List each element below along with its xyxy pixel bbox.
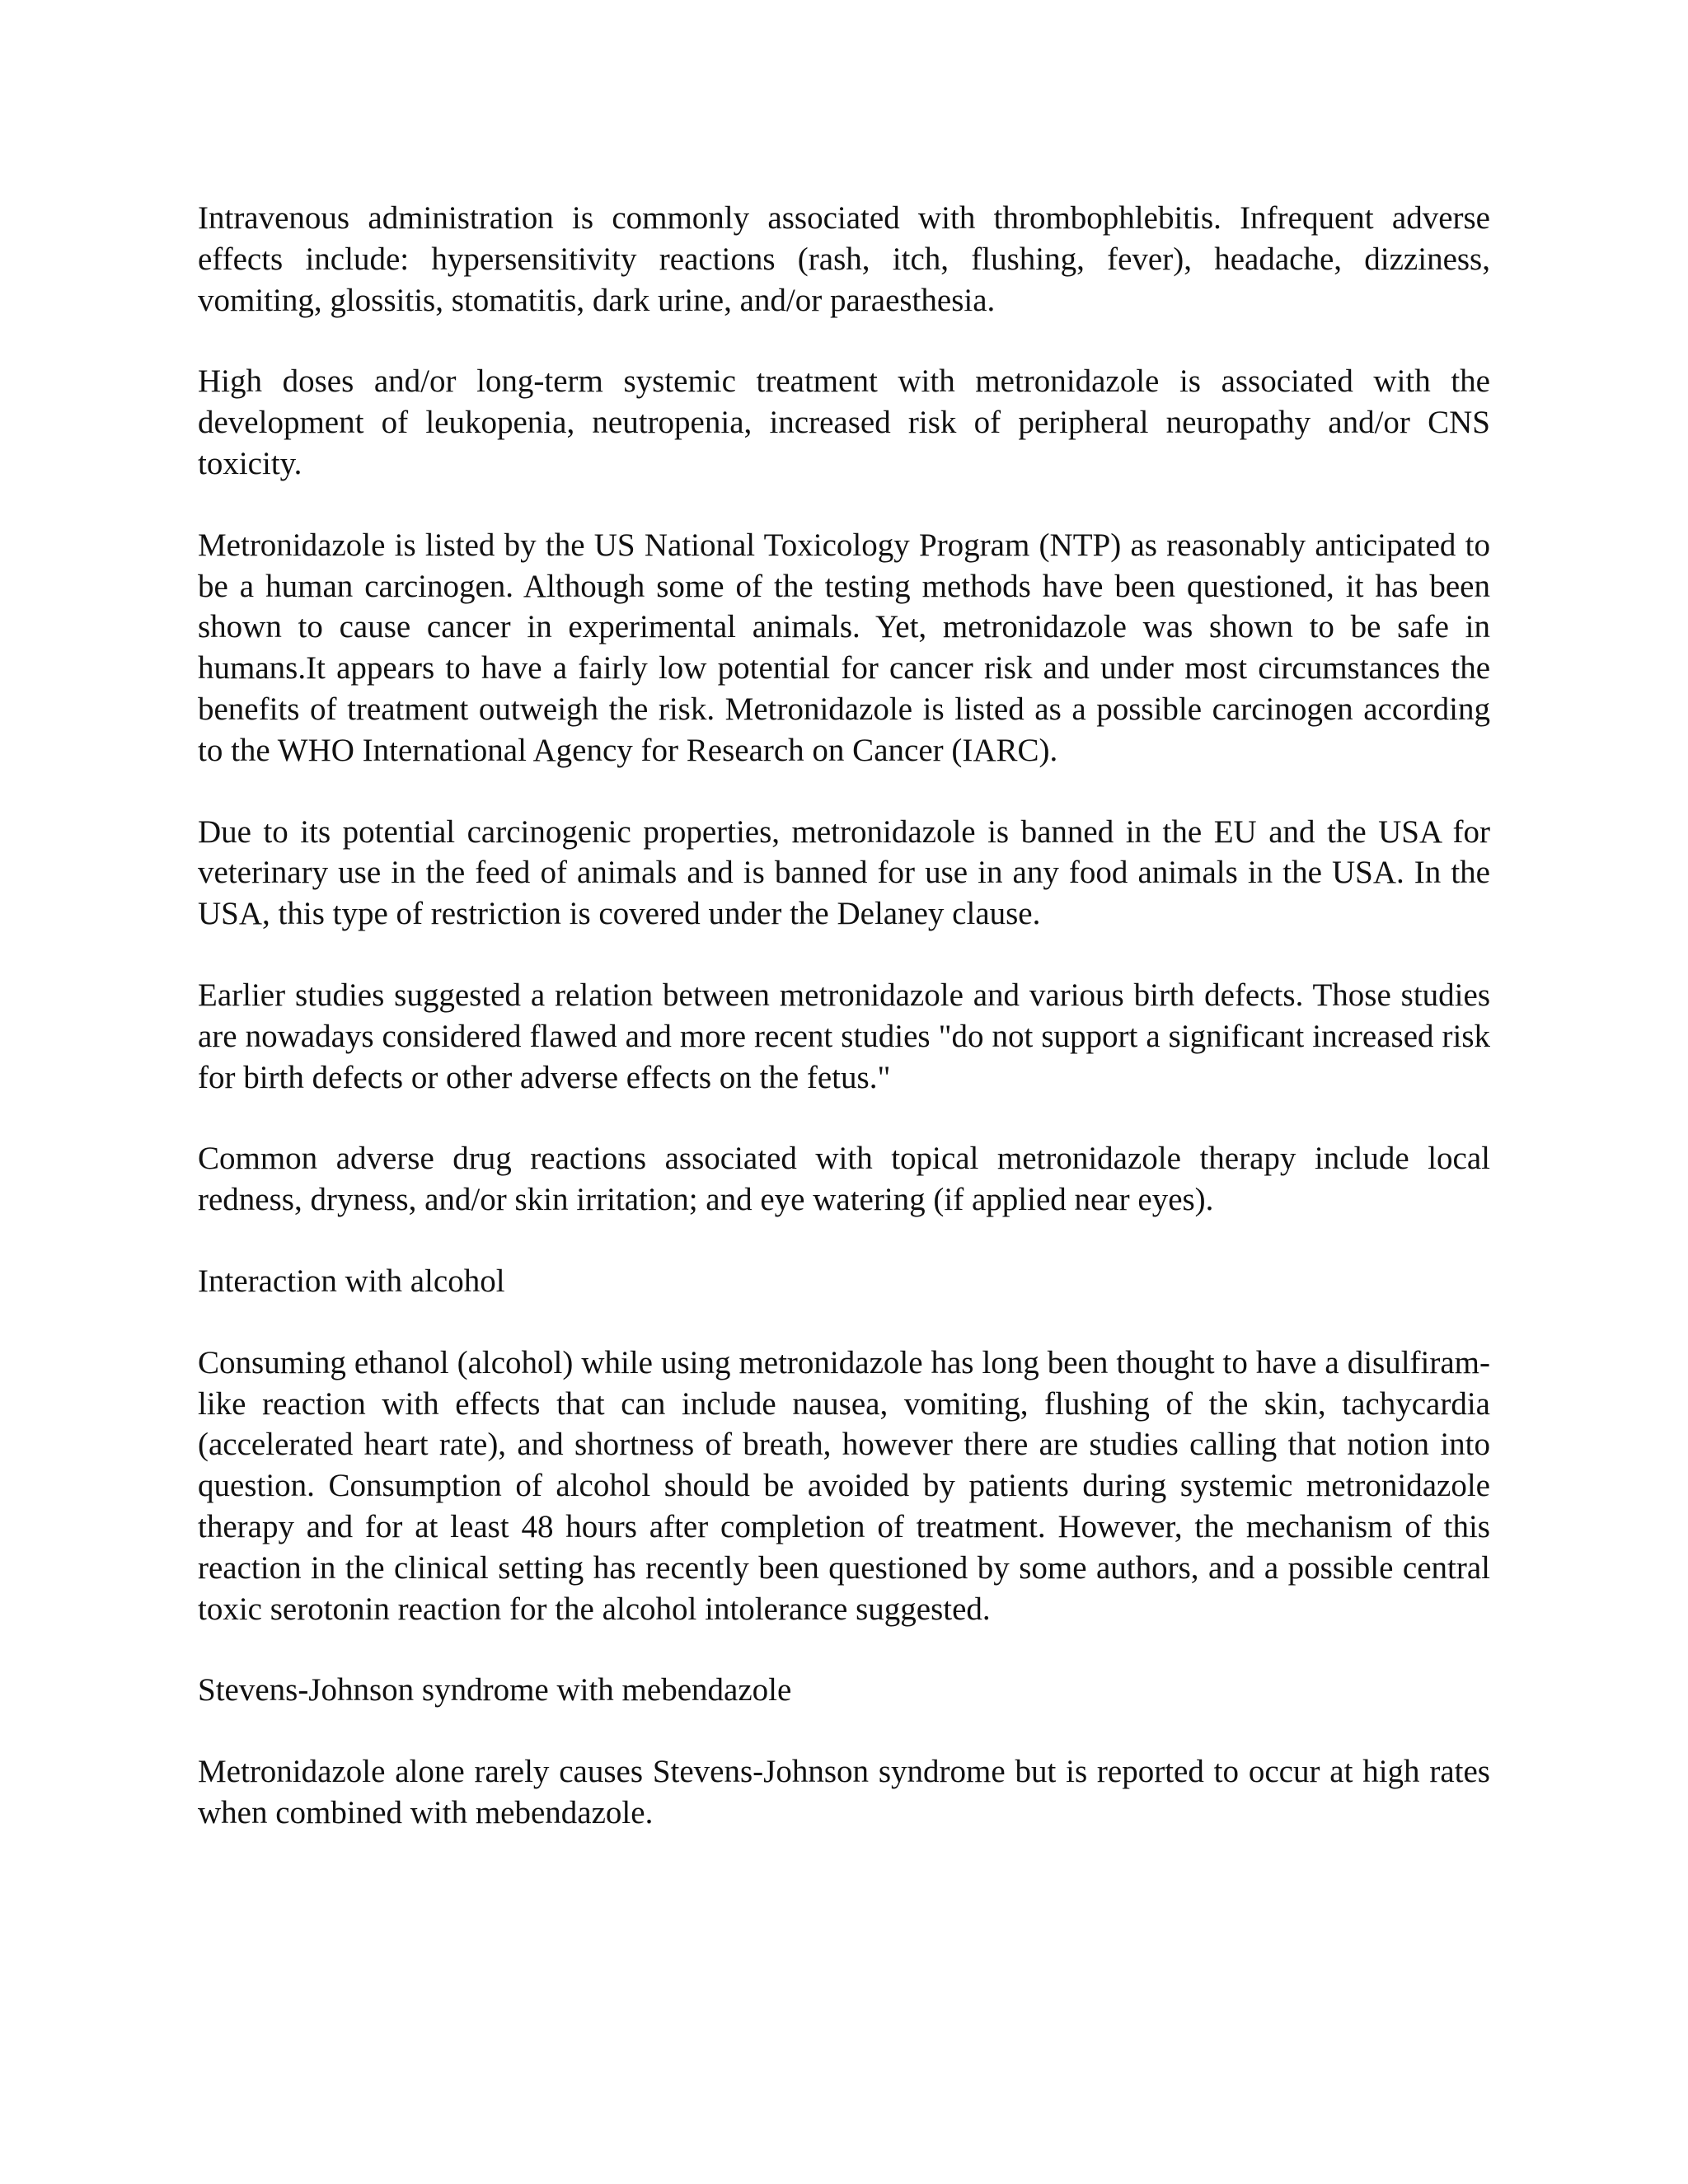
- paragraph-stevens-johnson: Metronidazole alone rarely causes Stevens-Johnson syndrome but is reported to occur at high rates when combined with mebendazole.: [198, 1754, 1490, 1830]
- paragraph-carcinogen-status: Metronidazole is listed by the US National Toxicology Program (NTP) as reasonably anticipated to be a human carcinogen. Although some of the testing methods have been questioned, it has been shown to cause cancer in experimental animals. Yet, metronidazole was shown to be safe in humans.It appears to have a fairly low potential for cancer risk and under most circumstances the benefits of treatment outweigh the risk. Metronidazole is listed as a possible carcinogen according to the WHO International Agency for Research on Cancer (IARC).: [198, 527, 1490, 768]
- document-body: [198, 198, 1490, 1874]
- paragraph-intravenous-effects: Intravenous administration is commonly associated with thrombophlebitis. Infrequent adverse effects include: hypersensitivity reactions (rash, itch, flushing, fever), headache, dizziness, vomiting, glossitis, stomatitis, dark urine, and/or paraesthesia.: [198, 200, 1490, 318]
- paragraph-veterinary-ban: Due to its potential carcinogenic properties, metronidazole is banned in the EU and the USA for veterinary use in the feed of animals and is banned for use in any food animals in the USA. In the USA, this type of restriction is covered under the Delaney clause.: [198, 813, 1490, 932]
- paragraph-alcohol-interaction: Consuming ethanol (alcohol) while using metronidazole has long been thought to have a disulfiram-like reaction with effects that can include nausea, vomiting, flushing of the skin, tachycardia (accelerated heart rate), and shortness of breath, however there are studies calling that notion into question. Consumption of alcohol should be avoided by patients during systemic metronidazole therapy and for at least 48 hours after completion of treatment. However, the mechanism of this reaction in the clinical setting has recently been questioned by some authors, and a possible central toxic serotonin reaction for the alcohol intolerance suggested.: [198, 1344, 1490, 1627]
- paragraph-birth-defects: Earlier studies suggested a relation between metronidazole and various birth defects. Those studies are nowadays considered flawed and more recent studies "do not support a significant increased risk for birth defects or other adverse effects on the fetus.": [198, 977, 1490, 1095]
- heading-alcohol-interaction: Interaction with alcohol: [198, 1263, 505, 1299]
- heading-stevens-johnson: Stevens-Johnson syndrome with mebendazole: [198, 1672, 792, 1708]
- paragraph-topical-reactions: Common adverse drug reactions associated with topical metronidazole therapy include local redness, dryness, and/or skin irritation; and eye watering (if applied near eyes).: [198, 1141, 1490, 1218]
- paragraph-high-dose-effects: High doses and/or long-term systemic treatment with metronidazole is associated with the development of leukopenia, neutropenia, increased risk of peripheral neuropathy and/or CNS toxicity.: [198, 363, 1490, 481]
